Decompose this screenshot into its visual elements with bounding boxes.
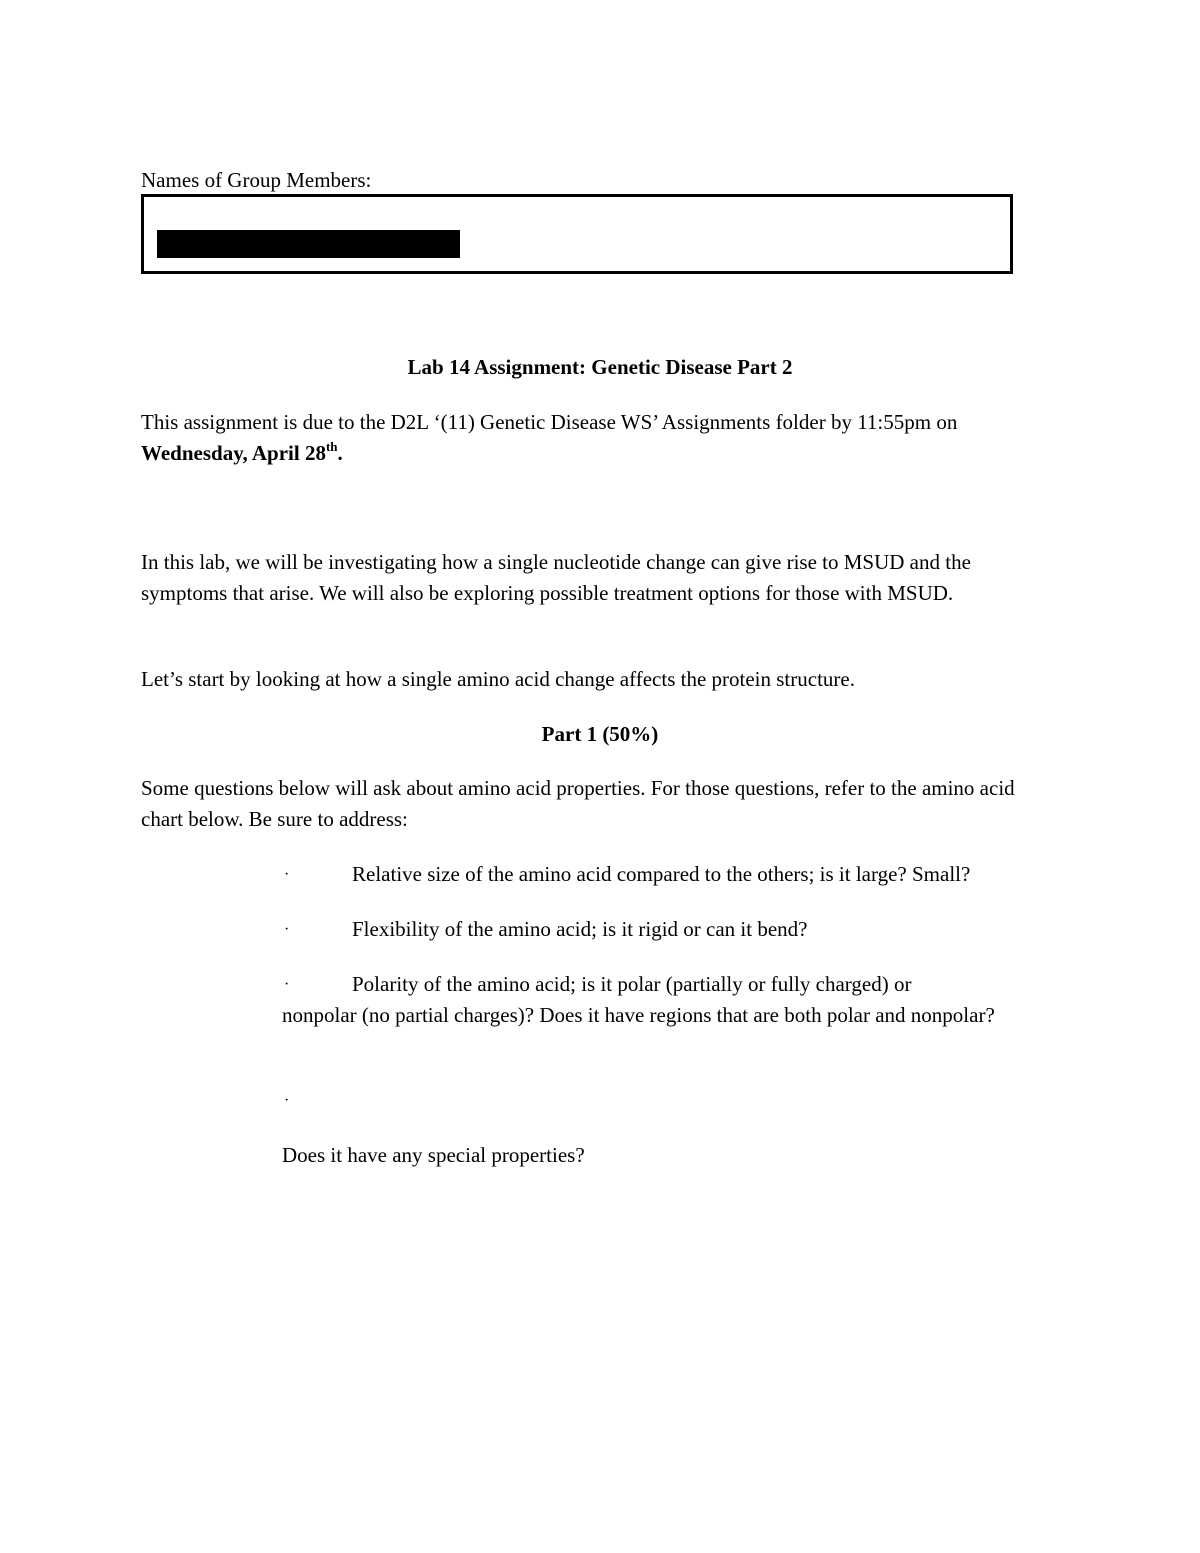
bullet-special-properties: Does it have any special properties? bbox=[282, 1143, 585, 1167]
due-date-suffix: th bbox=[325, 439, 338, 454]
bullet-glyph: · bbox=[284, 866, 290, 883]
bullet-glyph: · bbox=[284, 1092, 290, 1109]
bullet-polarity: Polarity of the amino acid; is it polar (partially or fully charged) or bbox=[352, 972, 912, 996]
redacted-names bbox=[157, 230, 460, 258]
bullet-flexibility: Flexibility of the amino acid; is it rigid or can it bend? bbox=[352, 917, 808, 941]
names-label: Names of Group Members: bbox=[141, 168, 372, 192]
page-title: Lab 14 Assignment: Genetic Disease Part 2 bbox=[407, 355, 793, 379]
due-paragraph bbox=[141, 407, 1061, 469]
instructions-paragraph: Some questions below will ask about amino acid properties. For those questions, refer to the amino acid chart below. Be sure to address: bbox=[141, 776, 1015, 831]
bullet-size: Relative size of the amino acid compared to the others; is it large? Small? bbox=[352, 862, 971, 886]
due-text: This assignment is due to the D2L ‘(11) Genetic Disease WS’ Assignments folder by 11:55pm on bbox=[141, 410, 958, 434]
due-date: Wednesday, April 28 bbox=[141, 441, 326, 465]
bullet-polarity-continued: nonpolar (no partial charges)? Does it have regions that are both polar and nonpolar? bbox=[282, 1003, 995, 1027]
bullet-glyph: · bbox=[284, 921, 290, 938]
part-1-heading: Part 1 (50%) bbox=[541, 722, 659, 746]
due-period: . bbox=[337, 441, 343, 465]
bullet-glyph: · bbox=[284, 976, 290, 993]
intro-paragraph: In this lab, we will be investigating how a single nucleotide change can give rise to MSUD and the symptoms that arise. We will also be exploring possible treatment options for those with MSUD. bbox=[141, 550, 971, 605]
lets-start-paragraph: Let’s start by looking at how a single amino acid change affects the protein structure. bbox=[141, 667, 855, 691]
